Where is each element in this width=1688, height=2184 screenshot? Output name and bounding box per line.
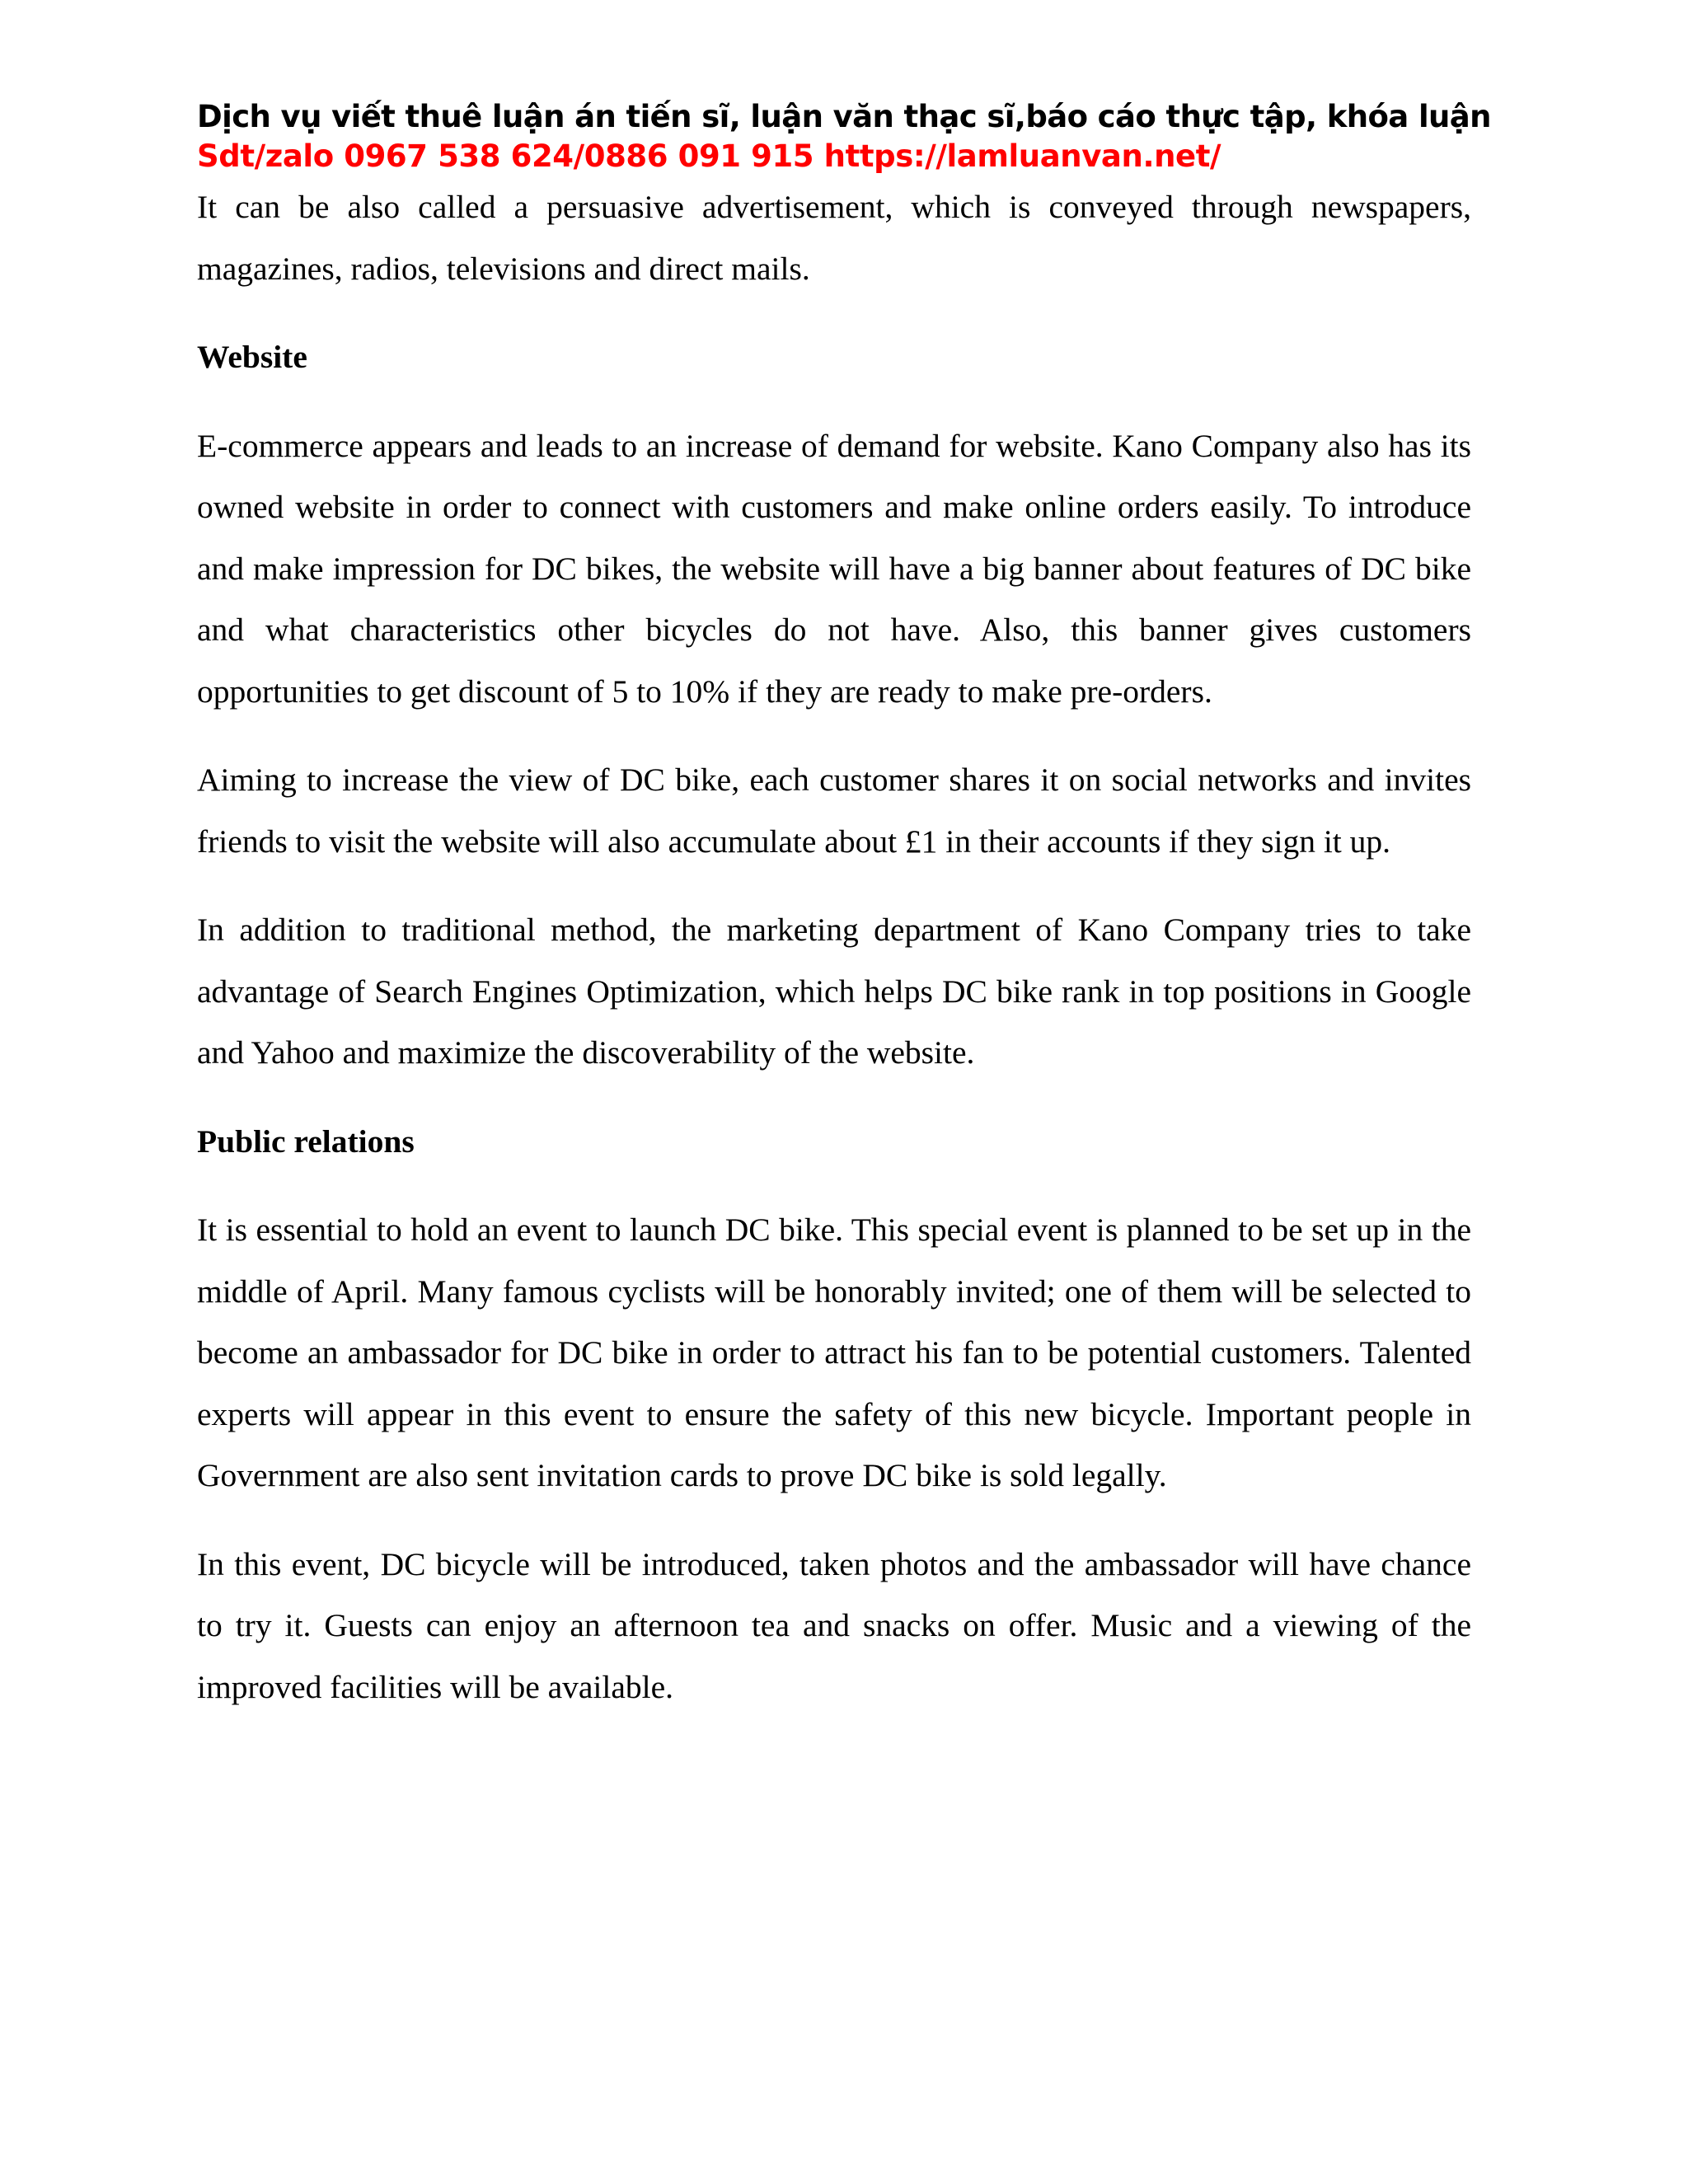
public-relations-heading: Public relations xyxy=(197,1122,415,1160)
document-page xyxy=(197,97,1491,1718)
header-contact: Sdt/zalo 0967 538 624/0886 091 915 https://lamluanvan.net/ xyxy=(197,138,1221,174)
public-relations-paragraph-1: It is essential to hold an event to launch DC bike. This special event is planned to be set up in the middle of April. Many famous cyclists will be honorably invited; one of them will be selected to become an ambassador for DC bike in order to attract his fan to be potential customers. Talented experts will appear in this event to ensure the safety of this new bicycle. Important people in Government are also sent invitation cards to prove DC bike is sold legally. xyxy=(197,1212,1471,1493)
public-relations-paragraph-2: In this event, DC bicycle will be introduced, taken photos and the ambassador will have chance to try it. Guests can enjoy an afternoon tea and snacks on offer. Music and a viewing of the improved facilities will be available. xyxy=(197,1545,1471,1705)
header-title: Dịch vụ viết thuê luận án tiến sĩ, luận văn thạc sĩ,báo cáo thực tập, khóa luận xyxy=(197,99,1491,134)
website-heading: Website xyxy=(197,339,307,375)
website-paragraph-1: E-commerce appears and leads to an increase of demand for website. Kano Company also has its owned website in order to connect with customers and make online orders easily. To introduce and make impression for DC bikes, the website will have a big banner about features of DC bike and what characteristics other bicycles do not have. Also, this banner gives customers opportunities to get discount of 5 to 10% if they are ready to make pre-orders. xyxy=(197,427,1471,710)
website-paragraph-2: Aiming to increase the view of DC bike, each customer shares it on social networks and invites friends to visit the website will also accumulate about £1 in their accounts if they sign it up. xyxy=(197,762,1471,860)
website-paragraph-3: In addition to traditional method, the marketing department of Kano Company tries to take advantage of Search Engines Optimization, which helps DC bike rank in top positions in Google and Yahoo and maximize the discoverability of the website. xyxy=(197,912,1471,1071)
intro-paragraph: It can be also called a persuasive advertisement, which is conveyed through newspapers, magazines, radios, televisions and direct mails. xyxy=(197,189,1471,287)
